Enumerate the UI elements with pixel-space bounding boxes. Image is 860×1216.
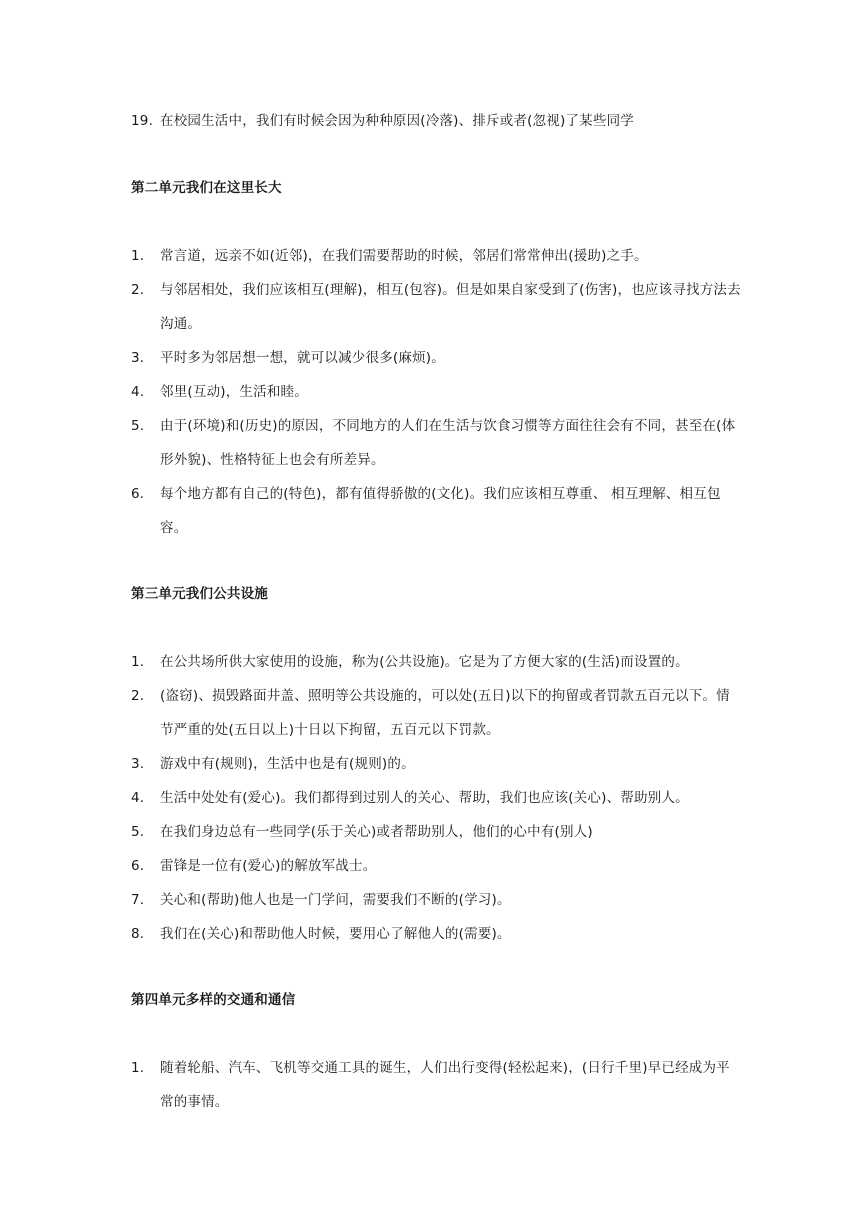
- item-text: 常言道，远亲不如(近邻)，在我们需要帮助的时候，邻居们常常伸出(援助)之手。: [160, 248, 648, 264]
- item-number: 8.: [131, 926, 145, 942]
- list-item: [131, 375, 741, 409]
- item-text: 在校园生活中，我们有时候会因为种种原因(冷落)、排斥或者(忽视)了某些同学: [160, 113, 634, 129]
- item-text: 由于(环境)和(历史)的原因，不同地方的人们在生活与饮食习惯等方面往往会有不同，甚至在(体形外貌)、性格特征上也会有所差异。: [160, 418, 736, 468]
- item-number: 1.: [131, 654, 145, 670]
- section-heading: 第四单元多样的交通和通信: [131, 992, 296, 1008]
- item-number: 2.: [131, 688, 145, 704]
- item-number: 3.: [131, 756, 145, 772]
- item-text: 与邻居相处，我们应该相互(理解)，相互(包容)。但是如果自家受到了(伤害)，也应该寻找方法去沟通。: [160, 282, 741, 332]
- item-number: 6.: [131, 486, 145, 502]
- list-item: [131, 815, 741, 849]
- list-item: [131, 645, 741, 679]
- list-item: [131, 679, 741, 747]
- item-text: 生活中处处有(爱心)。我们都得到过别人的关心、帮助，我们也应该(关心)、帮助别人。: [160, 790, 689, 806]
- item-text: 在公共场所供大家使用的设施，称为(公共设施)。它是为了方便大家的(生活)而设置的。: [160, 654, 689, 670]
- item-number: 4.: [131, 384, 145, 400]
- list-item: [131, 849, 741, 883]
- item-number: 1.: [131, 1060, 145, 1076]
- item-text: (盗窃)、损毁路面井盖、照明等公共设施的，可以处(五日)以下的拘留或者罚款五百元以下。情节严重的处(五日以上)十日以下拘留，五百元以下罚款。: [160, 688, 730, 738]
- list-item: [131, 273, 741, 341]
- list-item: [131, 917, 741, 951]
- item-number: 1.: [131, 248, 145, 264]
- item-text: 随着轮船、汽车、飞机等交通工具的诞生，人们出行变得(轻松起来)，(日行千里)早已经成为平常的事情。: [160, 1060, 730, 1110]
- section-heading: 第三单元我们公共设施: [131, 586, 268, 602]
- item-text: 游戏中有(规则)，生活中也是有(规则)的。: [160, 756, 415, 772]
- list-item: [131, 781, 741, 815]
- list-item: [131, 239, 741, 273]
- item-number: 19.: [131, 113, 154, 129]
- item-text: 邻里(互动)，生活和睦。: [160, 384, 308, 400]
- list-item: [131, 409, 741, 477]
- item-number: 4.: [131, 790, 145, 806]
- item-number: 5.: [131, 418, 145, 434]
- item-number: 5.: [131, 824, 145, 840]
- item-text: 每个地方都有自己的(特色)，都有值得骄傲的(文化)。我们应该相互尊重、 相互理解、相互包容。: [160, 486, 721, 536]
- list-item: [131, 1051, 741, 1119]
- list-item: [131, 104, 741, 138]
- list-item: [131, 477, 741, 545]
- list-item: [131, 341, 741, 375]
- section-heading: 第二单元我们在这里长大: [131, 180, 282, 196]
- item-text: 我们在(关心)和帮助他人时候，要用心了解他人的(需要)。: [160, 926, 511, 942]
- item-text: 在我们身边总有一些同学(乐于关心)或者帮助别人，他们的心中有(别人): [160, 824, 593, 840]
- list-item: [131, 883, 741, 917]
- item-number: 2.: [131, 282, 145, 298]
- item-text: 关心和(帮助)他人也是一门学问，需要我们不断的(学习)。: [160, 892, 511, 908]
- item-number: 6.: [131, 858, 145, 874]
- list-item: [131, 747, 741, 781]
- item-number: 7.: [131, 892, 145, 908]
- item-text: 平时多为邻居想一想，就可以减少很多(麻烦)。: [160, 350, 445, 366]
- item-number: 3.: [131, 350, 145, 366]
- item-text: 雷锋是一位有(爱心)的解放军战士。: [160, 858, 377, 874]
